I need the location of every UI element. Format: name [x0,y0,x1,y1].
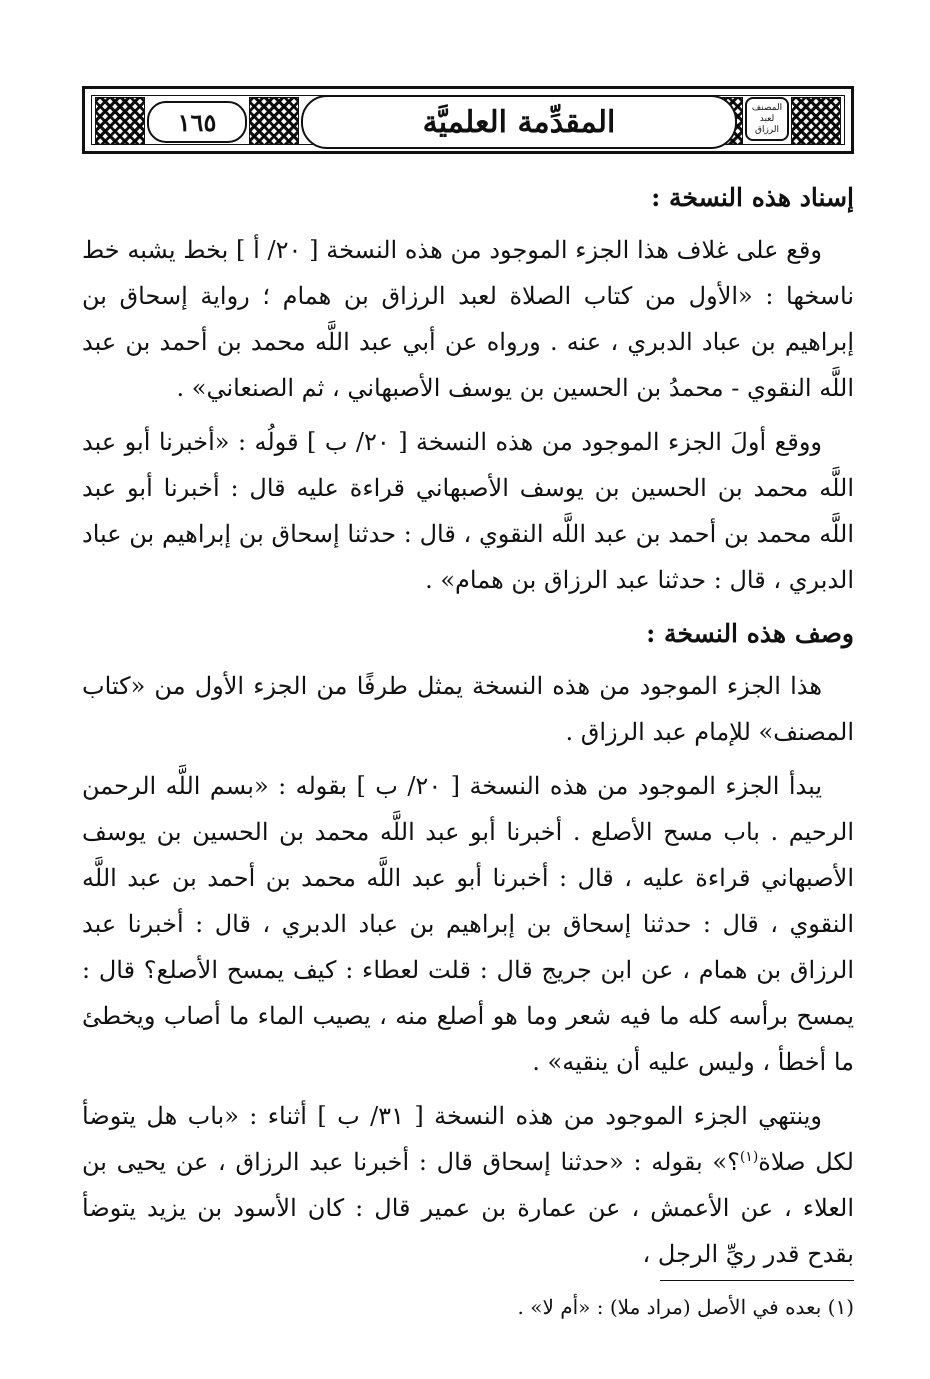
paragraph: وقع على غلاف هذا الجزء الموجود من هذه النسخة [ ٢٠/ أ ] بخط يشبه خط ناسخها : «الأول من كتاب الصلاة لعبد الرزاق بن همام ؛ رواية إسحاق بن إبراهيم بن عباد الدبري ، عنه . ورواه عن أبي عبد اللَّه محمد بن أحمد بن عبد اللَّه النقوي - محمدُ بن الحسين بن يوسف الأصبهاني ، ثم الصنعاني» . [82,236,855,402]
footnote-divider [660,1280,854,1281]
page-header [82,86,854,154]
ornament-left-inner [249,97,299,145]
paragraph: هذا الجزء الموجود من هذه النسخة يمثل طرفًا من الجزء الأول من «كتاب المصنف» للإمام عبد الرزاق . [82,672,854,746]
paragraph: يبدأ الجزء الموجود من هذه النسخة [ ٢٠/ ب ] بقوله : «بسم اللَّه الرحمن الرحيم . باب مسح الأصلع . أخبرنا أبو عبد اللَّه محمد بن الحسين بن يوسف الأصبهاني قراءة عليه ، قال : أخبرنا أبو عبد اللَّه محمد بن أحمد بن عبد اللَّه النقوي ، قال : حدثنا إسحاق بن إبراهيم بن عباد الدبري ، قال : أخبرنا عبد الرزاق بن همام ، عن ابن جريج قال : قلت لعطاء : كيف يمسح الأصلع؟ قال : يمسح برأسه كله ما فيه شعر وما هو أصلع منه ، يصيب الماء ما أصاب ويخطئ ما أخطأ ، وليس عليه أن ينقيه» . [82,772,854,1076]
running-title: المقدِّمة العلميَّة [301,95,737,149]
page-number: ١٦٥ [147,101,247,143]
ornament-right-outer [791,97,841,145]
book-logo: المصنف لعبد الرزاق [745,97,789,141]
section-heading-description: وصف هذه النسخة : [646,619,854,648]
ornament-left-outer [95,97,145,145]
section-heading-isnad: إسناد هذه النسخة : [651,183,854,212]
footnote-marker: (١) [739,1149,759,1165]
text-run: وينتهي الجزء الموجود من هذه النسخة [ ٣١/ ب ] أثناء : «باب هل يتوضأ لكل صلاة [82,1102,854,1176]
paragraph: ووقع أولَ الجزء الموجود من هذه النسخة [ ٢٠/ ب ] قولُه : «أخبرنا أبو عبد اللَّه محمد بن الحسين بن يوسف الأصبهاني قراءة عليه قال : أخبرنا أبو عبد اللَّه محمد بن أحمد بن عبد اللَّه النقوي ، قال : حدثنا إسحاق بن إبراهيم بن عباد الدبري ، قال : حدثنا عبد الرزاق بن همام» . [82,428,854,594]
paragraph-last [82,1093,854,1277]
footnote: (١) بعده في الأصل (مراد ملا) : «أم لا» . [517,1295,854,1319]
text-run: ؟» بقوله : «حدثنا إسحاق قال : أخبرنا عبد الرزاق ، عن يحيى بن العلاء ، عن الأعمش ، عن عمارة بن عمير قال : كان الأسود بن يزيد يتوضأ بقدح قدر ريِّ الرجل ، [82,1148,854,1268]
main-text [82,175,854,1285]
